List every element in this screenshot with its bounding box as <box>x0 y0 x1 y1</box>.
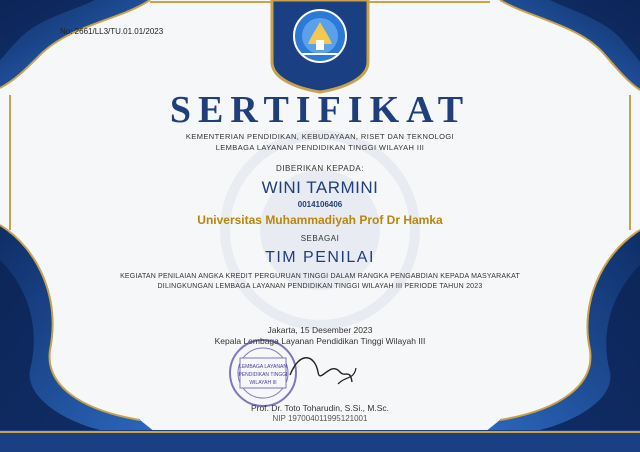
given-to-label: DIBERIKAN KEPADA: <box>276 164 364 173</box>
recipient-id: 0014106406 <box>297 200 343 209</box>
svg-text:PENDIDIKAN TINGGI: PENDIDIKAN TINGGI <box>238 372 288 378</box>
document-number: No: 2661/LL3/TU.01.01/2023 <box>60 27 164 36</box>
description-line-2: DILINGKUNGAN LEMBAGA LAYANAN PENDIDIKAN TINGGI WILAYAH III PERIODE TAHUN 2023 <box>157 283 483 290</box>
certificate-title: SERTIFIKAT <box>169 89 471 131</box>
as-label: SEBAGAI <box>300 234 340 243</box>
top-left-corner-decoration <box>0 0 150 88</box>
university-name: Universitas Muhammadiyah Prof Dr Hamka <box>197 213 443 227</box>
description-line-1: KEGIATAN PENILAIAN ANGKA KREDIT PERGURUAN TINGGI DALAM RANGKA PENGABDIAN KEPADA MASYARAKAT <box>120 273 520 280</box>
signatory-title: Kepala Lembaga Layanan Pendidikan Tinggi Wilayah III <box>214 336 426 346</box>
recipient-name: WINI TARMINI <box>261 178 379 197</box>
logo-shield <box>272 0 368 92</box>
stamp-text <box>238 360 288 388</box>
signature <box>290 358 352 382</box>
svg-text:WILAYAH III: WILAYAH III <box>249 380 277 386</box>
top-right-corner-decoration <box>500 0 640 90</box>
bottom-band <box>0 430 640 452</box>
place-and-date: Jakarta, 15 Desember 2023 <box>267 325 373 335</box>
svg-text:LEMBAGA LAYANAN: LEMBAGA LAYANAN <box>239 364 287 370</box>
institution-line-2: LEMBAGA LAYANAN PENDIDIKAN TINGGI WILAYAH III <box>215 143 425 152</box>
signatory-name: Prof. Dr. Toto Toharudin, S.Si., M.Sc. <box>250 403 390 413</box>
signatory-nip: NIP 197004011995121001 <box>272 414 368 423</box>
institution-line-1: KEMENTERIAN PENDIDIKAN, KEBUDAYAAN, RISET DAN TEKNOLOGI <box>185 132 455 141</box>
role-title: TIM PENILAI <box>265 249 375 266</box>
